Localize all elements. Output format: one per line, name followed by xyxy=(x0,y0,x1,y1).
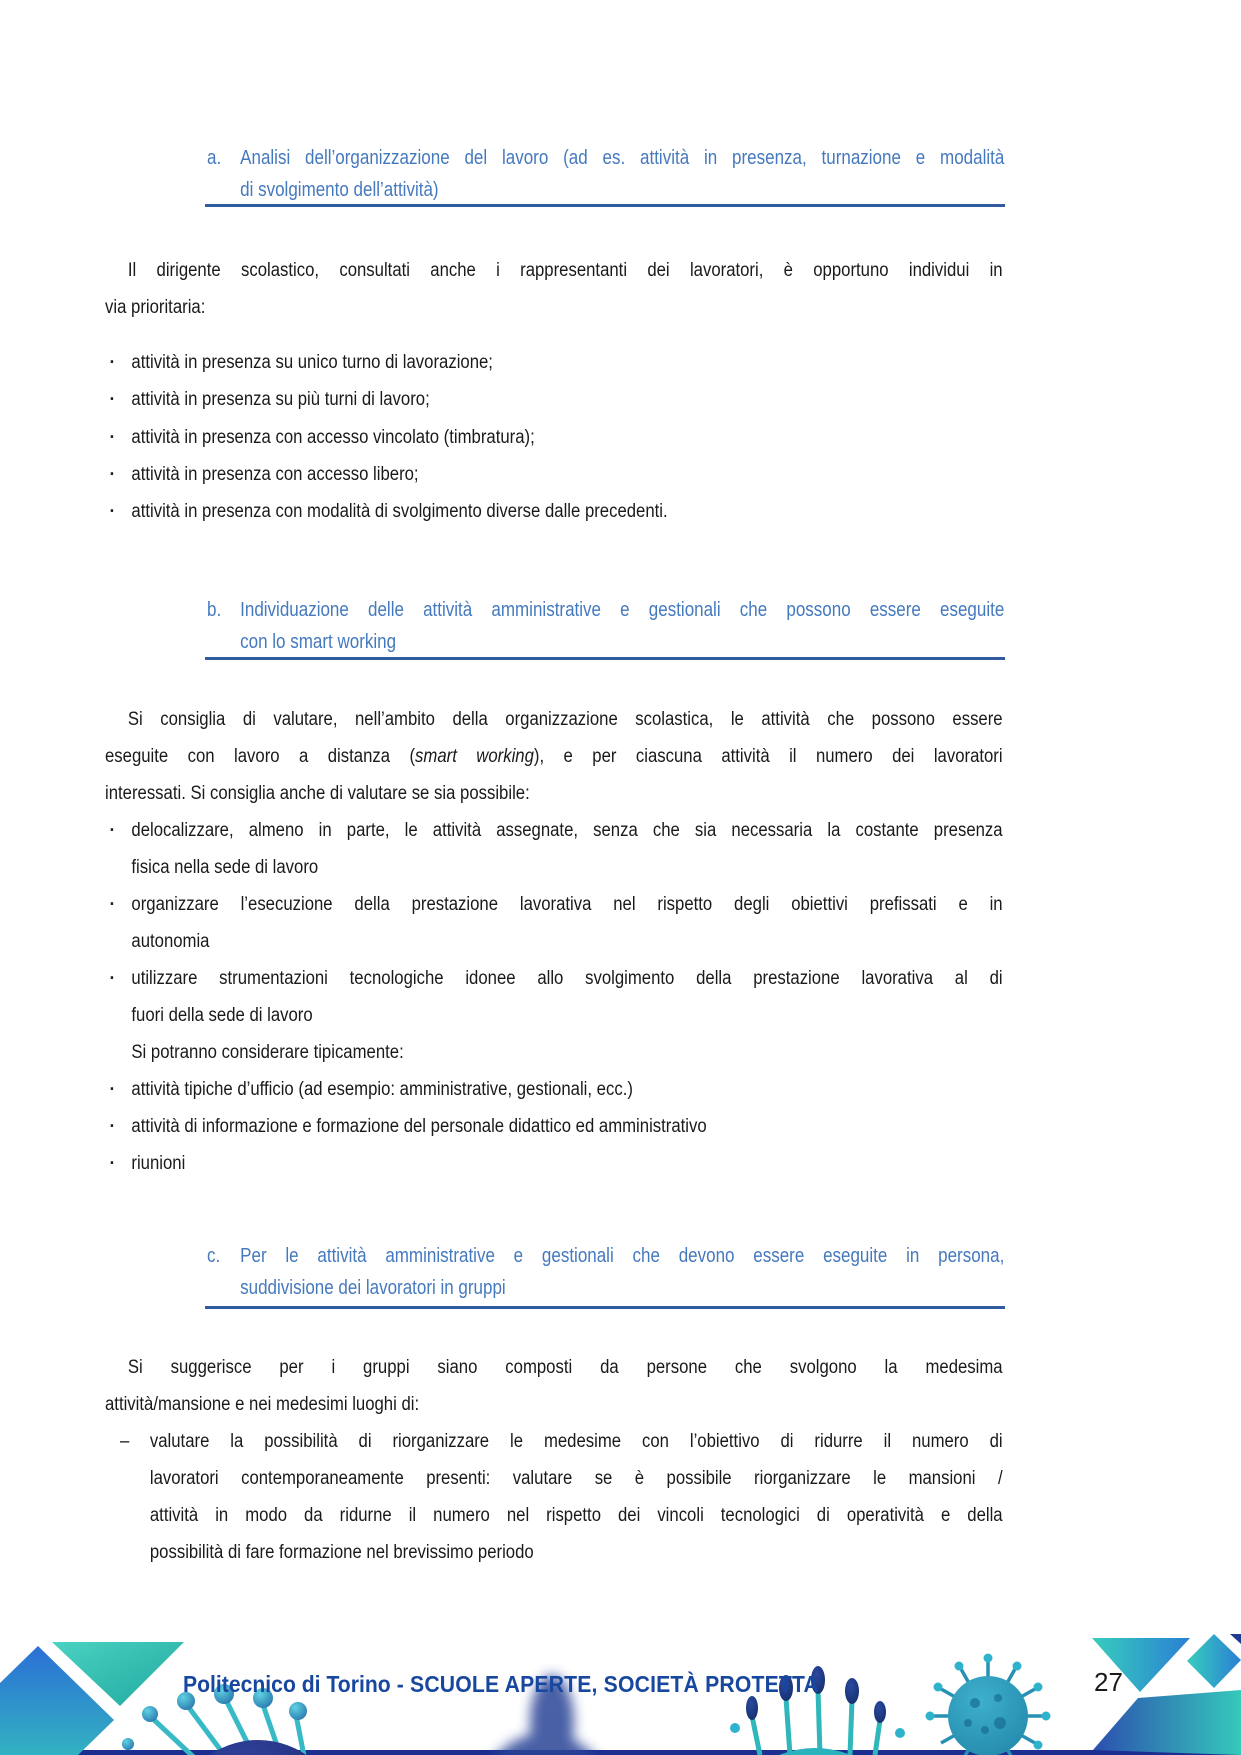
heading-a-line-1: Analisi dell’organizzazione del lavoro (ad es. attività in presenza, turnazione e modalità xyxy=(240,147,1005,169)
paragraph-line xyxy=(105,738,1003,775)
bullet-text-line: utilizzare strumentazioni tecnologiche idonee allo svolgimento della prestazione lavorativa al di xyxy=(131,968,1003,989)
bullet-marker: ▪ xyxy=(110,1157,114,1169)
bullet-text: riunioni xyxy=(131,1153,186,1174)
section-a-rule xyxy=(205,204,1005,207)
bullet-item xyxy=(105,419,1003,456)
section-a-bullet-list xyxy=(105,344,1003,530)
bullet-marker: ▪ xyxy=(110,972,114,984)
bullet-item xyxy=(105,493,1003,530)
virus-illustration-detailed xyxy=(926,1654,1051,1755)
bullet-item xyxy=(105,456,1003,493)
bullet-item xyxy=(105,960,1003,1034)
heading-label-a: a. xyxy=(207,147,222,169)
heading-label-b: b. xyxy=(207,599,222,621)
bullet-marker: ▪ xyxy=(110,393,114,406)
dash-text-line: lavoratori contemporaneamente presenti: valutare se è possibile riorganizzare le mansioni / xyxy=(149,1468,1003,1489)
heading-b-line-2: con lo smart working xyxy=(240,631,397,653)
bullet-marker: ▪ xyxy=(110,430,114,443)
section-b-paragraph xyxy=(105,701,1003,812)
bullet-text-line: fuori della sede di lavoro xyxy=(131,1005,313,1026)
paragraph-line: interessati. Si consiglia anche di valutare se sia possibile: xyxy=(105,783,530,804)
bullet-marker: ▪ xyxy=(110,467,114,480)
bullet-text-line: fisica nella sede di lavoro xyxy=(131,857,319,878)
section-b-rule xyxy=(205,657,1005,660)
section-a-paragraph xyxy=(105,252,1003,326)
dash-marker: – xyxy=(119,1431,130,1452)
dash-text-line: attività in modo da ridurne il numero nel rispetto dei vincoli tecnologici di operatività e della xyxy=(149,1505,1003,1526)
bullet-text: attività in presenza su più turni di lavoro; xyxy=(131,389,430,411)
bullet-text: attività in presenza su unico turno di lavorazione; xyxy=(131,352,493,373)
bullet-marker: ▪ xyxy=(110,505,114,518)
bullet-item xyxy=(105,344,1003,381)
section-b-bullet-list xyxy=(105,812,1003,1034)
heading-label-c: c. xyxy=(207,1245,221,1267)
section-c-heading xyxy=(207,1240,1004,1304)
page-number: 27 xyxy=(1094,1667,1123,1697)
paragraph-segment: eseguite con lavoro a distanza ( xyxy=(105,746,416,767)
section-b-bullet-list-2 xyxy=(105,1071,1003,1182)
bullet-text: attività in presenza con accesso vincolato (timbratura); xyxy=(131,426,535,448)
section-a-heading xyxy=(207,142,1004,206)
bullet-marker: ▪ xyxy=(110,1083,114,1095)
paragraph-line: Si consiglia di valutare, nell’ambito della organizzazione scolastica, le attività che possono essere xyxy=(127,709,1003,730)
bullet-text: attività tipiche d’ufficio (ad esempio: amministrative, gestionali, ecc.) xyxy=(131,1079,633,1100)
bullet-text-line: delocalizzare, almeno in parte, le attività assegnate, senza che sia necessaria la costante presenza xyxy=(131,820,1003,841)
bullet-item xyxy=(105,812,1003,886)
bullet-text: attività in presenza con accesso libero; xyxy=(131,463,419,485)
heading-c-line-1: Per le attività amministrative e gestionali che devono essere eseguite in persona, xyxy=(240,1245,1005,1267)
dash-item xyxy=(105,1423,1003,1571)
paragraph-line: Si suggerisce per i gruppi siano composti da persone che svolgono la medesima xyxy=(127,1357,1003,1378)
bullet-marker: ▪ xyxy=(110,824,114,836)
bullet-item xyxy=(105,1108,1003,1145)
bullet-marker: ▪ xyxy=(110,1120,114,1132)
footer-brand xyxy=(183,1669,864,1699)
bullet-marker: ▪ xyxy=(110,898,114,910)
heading-b-line-1: Individuazione delle attività amministrative e gestionali che possono essere eseguite xyxy=(240,599,1005,621)
bullet-text: attività in presenza con modalità di svolgimento diverse dalle precedenti. xyxy=(131,501,668,523)
paragraph-line: attività/mansione e nei medesimi luoghi di: xyxy=(105,1394,420,1415)
section-c-rule xyxy=(205,1306,1005,1309)
bullet-item xyxy=(105,381,1003,418)
paragraph-segment: ), e per ciascuna attività il numero dei lavoratori xyxy=(533,746,1003,767)
bullet-marker: ▪ xyxy=(110,356,114,368)
bullet-text-line: autonomia xyxy=(131,931,210,952)
heading-c-line-2: suddivisione dei lavoratori in gruppi xyxy=(240,1277,506,1299)
footer-subtitle: - SCUOLE APERTE, SOCIETÀ PROTETTA xyxy=(390,1671,819,1697)
paragraph-line: Il dirigente scolastico, consultati anche i rappresentanti dei lavoratori, è opportuno individui in xyxy=(127,260,1003,281)
section-b-heading xyxy=(207,594,1004,658)
footer-decoration-left xyxy=(0,1642,184,1755)
heading-a-line-2: di svolgimento dell’attività) xyxy=(240,179,439,201)
section-c-dash-list xyxy=(105,1423,1003,1571)
footer-brand-name: Politecnico di Torino xyxy=(183,1671,391,1697)
bullet-item xyxy=(105,886,1003,960)
section-b-interline: Si potranno considerare tipicamente: xyxy=(131,1042,404,1063)
italic-term: smart working xyxy=(415,746,534,767)
bullet-text-line: organizzare l’esecuzione della prestazione lavorativa nel rispetto degli obiettivi prefissati e in xyxy=(131,894,1003,915)
bullet-text: attività di informazione e formazione del personale didattico ed amministrativo xyxy=(131,1116,707,1137)
bullet-item xyxy=(105,1145,1003,1182)
bullet-item xyxy=(105,1071,1003,1108)
section-c-paragraph xyxy=(105,1349,1003,1423)
dash-text-line: valutare la possibilità di riorganizzare le medesime con l’obiettivo di ridurre il numero di xyxy=(149,1431,1003,1452)
dash-text-line: possibilità di fare formazione nel brevissimo periodo xyxy=(149,1542,534,1563)
paragraph-line: via prioritaria: xyxy=(105,297,206,318)
